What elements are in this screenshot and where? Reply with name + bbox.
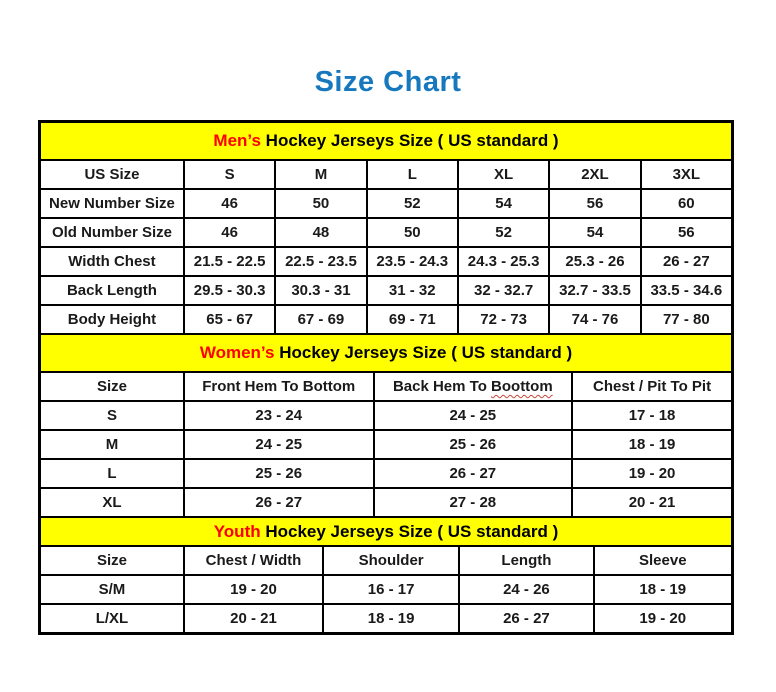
column-header-s: S: [184, 160, 275, 189]
column-header-shoulder: Shoulder: [323, 546, 459, 575]
value-cell: 16 - 17: [323, 575, 459, 604]
value-cell: 32.7 - 33.5: [549, 276, 640, 305]
page-title: Size Chart: [314, 66, 462, 98]
row-label-cell: Body Height: [40, 305, 184, 334]
value-cell: 32 - 32.7: [458, 276, 549, 305]
column-header-chest-pit: Chest / Pit To Pit: [572, 372, 732, 401]
table-row-body-height: [40, 305, 732, 334]
value-cell: 52: [458, 218, 549, 247]
table-row-youth-lxl: [40, 604, 732, 633]
womens-section-banner: [40, 334, 732, 372]
value-cell: 26 - 27: [641, 247, 732, 276]
table-row-women-xl: [40, 488, 732, 517]
table-row-old-number-size: [40, 218, 732, 247]
youth-banner-highlight: Youth: [213, 521, 261, 541]
value-cell: 56: [549, 189, 640, 218]
row-label-cell: Old Number Size: [40, 218, 184, 247]
value-cell: 24.3 - 25.3: [458, 247, 549, 276]
value-cell: 25 - 26: [184, 459, 374, 488]
womens-banner-row: [40, 334, 732, 372]
column-header-2xl: 2XL: [549, 160, 640, 189]
column-header-size: Size: [40, 546, 184, 575]
value-cell: 24 - 25: [374, 401, 573, 430]
womens-header-row: [40, 372, 732, 401]
value-cell: 27 - 28: [374, 488, 573, 517]
mens-header-row: [40, 160, 732, 189]
value-cell: 19 - 20: [594, 604, 732, 633]
column-header-m: M: [275, 160, 366, 189]
value-cell: 67 - 69: [275, 305, 366, 334]
value-cell: 17 - 18: [572, 401, 732, 430]
size-chart-tables: [38, 120, 734, 635]
back-hem-misspelled-word: Boottom: [491, 378, 553, 395]
value-cell: 65 - 67: [184, 305, 275, 334]
value-cell: 23 - 24: [184, 401, 374, 430]
row-label-cell: S: [40, 401, 184, 430]
column-header-chest-width: Chest / Width: [184, 546, 323, 575]
value-cell: 46: [184, 189, 275, 218]
value-cell: 26 - 27: [459, 604, 593, 633]
row-label-cell: New Number Size: [40, 189, 184, 218]
value-cell: 24 - 26: [459, 575, 593, 604]
value-cell: 54: [458, 189, 549, 218]
value-cell: 26 - 27: [184, 488, 374, 517]
table-row-women-s: [40, 401, 732, 430]
mens-banner-text: Hockey Jerseys Size ( US standard ): [260, 131, 559, 150]
value-cell: 77 - 80: [641, 305, 732, 334]
value-cell: 54: [549, 218, 640, 247]
value-cell: 25 - 26: [374, 430, 573, 459]
column-header-sleeve: Sleeve: [594, 546, 732, 575]
column-header-length: Length: [459, 546, 593, 575]
value-cell: 56: [641, 218, 732, 247]
value-cell: 60: [641, 189, 732, 218]
value-cell: 18 - 19: [323, 604, 459, 633]
table-row-width-chest: [40, 247, 732, 276]
value-cell: 46: [184, 218, 275, 247]
row-label-cell: Width Chest: [40, 247, 184, 276]
value-cell: 19 - 20: [184, 575, 323, 604]
womens-banner-highlight: Women’s: [199, 343, 275, 362]
value-cell: 52: [367, 189, 458, 218]
value-cell: 24 - 25: [184, 430, 374, 459]
youth-section-banner: [40, 517, 732, 546]
value-cell: 18 - 19: [572, 430, 732, 459]
value-cell: 19 - 20: [572, 459, 732, 488]
row-label-cell: XL: [40, 488, 184, 517]
row-label-cell: Back Length: [40, 276, 184, 305]
youth-header-row: [40, 546, 732, 575]
column-header-us-size: US Size: [40, 160, 184, 189]
value-cell: 33.5 - 34.6: [641, 276, 732, 305]
row-label-cell: S/M: [40, 575, 184, 604]
value-cell: 72 - 73: [458, 305, 549, 334]
mens-size-table: [39, 121, 733, 335]
value-cell: 74 - 76: [549, 305, 640, 334]
value-cell: 29.5 - 30.3: [184, 276, 275, 305]
value-cell: 18 - 19: [594, 575, 732, 604]
value-cell: 50: [275, 189, 366, 218]
value-cell: 22.5 - 23.5: [275, 247, 366, 276]
value-cell: 20 - 21: [184, 604, 323, 633]
youth-banner-text: Hockey Jerseys Size ( US standard ): [260, 521, 559, 541]
mens-banner-highlight: Men’s: [213, 131, 261, 150]
womens-banner-text: Hockey Jerseys Size ( US standard ): [274, 343, 573, 362]
value-cell: 50: [367, 218, 458, 247]
value-cell: 48: [275, 218, 366, 247]
row-label-cell: L/XL: [40, 604, 184, 633]
table-row-women-m: [40, 430, 732, 459]
value-cell: 20 - 21: [572, 488, 732, 517]
table-row-youth-sm: [40, 575, 732, 604]
value-cell: 23.5 - 24.3: [367, 247, 458, 276]
column-header-front-hem: Front Hem To Bottom: [184, 372, 374, 401]
table-row-back-length: [40, 276, 732, 305]
value-cell: 30.3 - 31: [275, 276, 366, 305]
value-cell: 31 - 32: [367, 276, 458, 305]
value-cell: 25.3 - 26: [549, 247, 640, 276]
mens-section-banner: [40, 122, 732, 160]
row-label-cell: M: [40, 430, 184, 459]
column-header-back-hem: [374, 372, 573, 401]
row-label-cell: L: [40, 459, 184, 488]
table-row-women-l: [40, 459, 732, 488]
column-header-xl: XL: [458, 160, 549, 189]
table-row-new-number-size: [40, 189, 732, 218]
youth-size-table: [39, 516, 733, 634]
mens-banner-row: [40, 122, 732, 160]
back-hem-label-prefix: Back Hem To: [392, 378, 492, 395]
column-header-size: Size: [40, 372, 184, 401]
value-cell: 21.5 - 22.5: [184, 247, 275, 276]
youth-banner-row: [40, 517, 732, 546]
column-header-l: L: [367, 160, 458, 189]
column-header-3xl: 3XL: [641, 160, 732, 189]
womens-size-table: [39, 333, 733, 518]
value-cell: 69 - 71: [367, 305, 458, 334]
value-cell: 26 - 27: [374, 459, 573, 488]
